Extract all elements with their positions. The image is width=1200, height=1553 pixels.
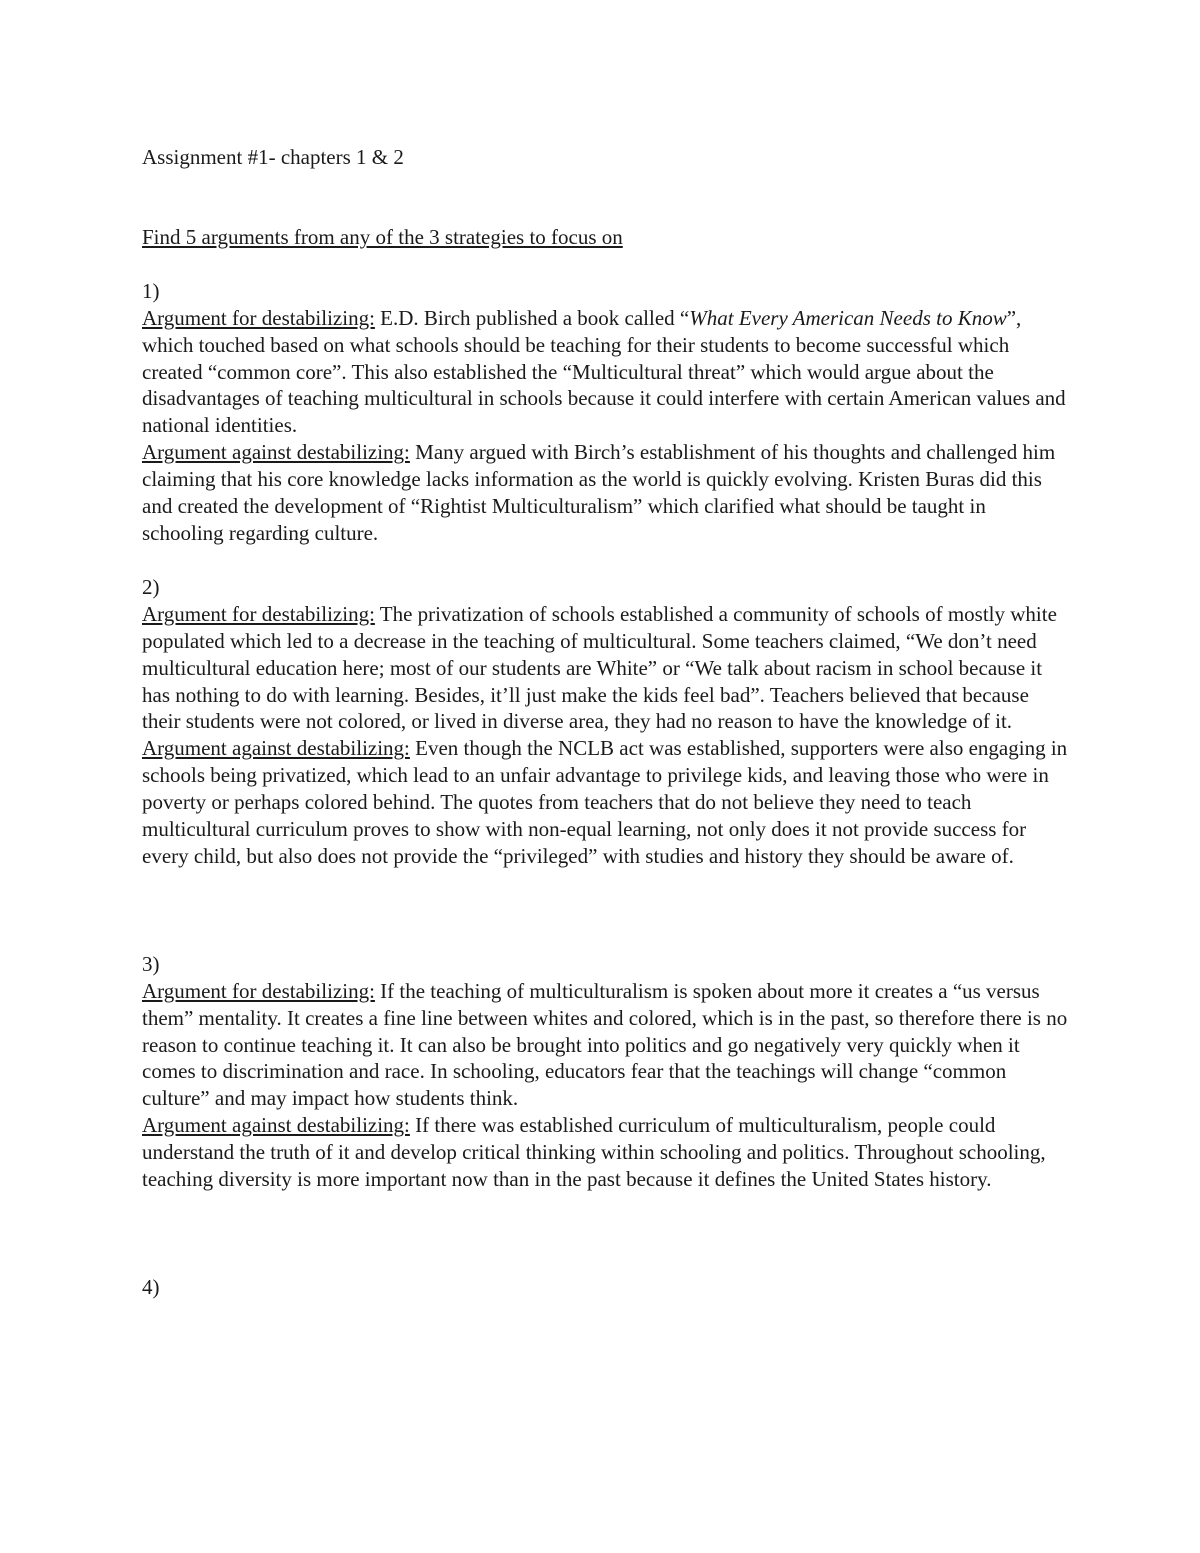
argument-section-4: [142, 1274, 1072, 1301]
argument-for-paragraph: [142, 978, 1072, 1113]
argument-against-text: If there was established curriculum of multiculturalism, people could understand the truth of it and develop critical thinking within schooling and politics. Throughout schooling, teaching diversity is more important now than in the past because it defines the United States history.: [142, 1113, 1046, 1192]
book-title: What Every American Needs to Know: [689, 305, 1007, 330]
section-number: 2): [142, 574, 160, 599]
argument-section-3: [142, 951, 1072, 1193]
argument-for-label: Argument for destabilizing:: [142, 978, 375, 1003]
section-number: 4): [142, 1275, 160, 1299]
argument-for-paragraph: [142, 305, 1072, 440]
instruction-text: Find 5 arguments from any of the 3 strategies to focus on: [142, 224, 623, 249]
argument-against-label: Argument against destabilizing:: [142, 1113, 410, 1138]
argument-for-label: Argument for destabilizing:: [142, 601, 375, 626]
argument-section-2: [142, 574, 1072, 870]
argument-against-paragraph: [142, 439, 1072, 547]
section-number: 3): [142, 951, 160, 976]
argument-for-text-continued: ”, which touched based on what schools should be teaching for their students to become successful which created “common core”. This also established the “Multicultural threat” which would argue about the disadvantages of teaching multicultural in schools because it could interfere with certain American values and national identities.: [142, 305, 1066, 438]
argument-against-text: Many argued with Birch’s establishment of his thoughts and challenged him claiming that his core knowledge lacks information as the world is quickly evolving. Kristen Buras did this and created the development of “Rightist Multiculturalism” which clarified what should be taught in schooling regarding culture.: [142, 440, 1056, 545]
argument-against-label: Argument against destabilizing:: [142, 736, 410, 761]
argument-against-text: Even though the NCLB act was established, supporters were also engaging in schools being privatized, which lead to an unfair advantage to privilege kids, and leaving those who were in poverty or perhaps colored behind. The quotes from teachers that do not believe they need to teach multicultural curriculum proves to show with non-equal learning, not only does it not provide success for every child, but also does not provide the “privileged” with studies and history they should be aware of.: [142, 736, 1068, 868]
section-number: 1): [142, 278, 160, 303]
argument-for-paragraph: [142, 601, 1072, 736]
argument-for-text: E.D. Birch published a book called “: [374, 305, 690, 330]
argument-for-label: Argument for destabilizing:: [142, 305, 375, 330]
instruction-line: [142, 224, 1072, 251]
argument-against-label: Argument against destabilizing:: [142, 440, 410, 465]
argument-section-1: [142, 278, 1072, 547]
document-page: [142, 144, 1072, 1301]
document-title: Assignment #1- chapters 1 & 2: [142, 145, 404, 169]
argument-against-paragraph: [142, 1112, 1072, 1193]
argument-against-paragraph: [142, 735, 1072, 870]
argument-for-text: If the teaching of multiculturalism is spoken about more it creates a “us versus them” mentality. It creates a fine line between whites and colored, which is in the past, so therefore there is no reason to continue teaching it. It can also be brought into politics and go negatively very quickly when it comes to discrimination and race. In schooling, educators fear that the teachings will change “common culture” and may impact how students think.: [142, 978, 1068, 1111]
argument-for-text: The privatization of schools established a community of schools of mostly white populated which led to a decrease in the teaching of multicultural. Some teachers claimed, “We don’t need multicultural education here; most of our students are White” or “We talk about racism in school because it has nothing to do with learning. Besides, it’ll just make the kids feel bad”. Teachers believed that because their students were not colored, or lived in diverse area, they had no reason to have the knowledge of it.: [142, 601, 1057, 734]
